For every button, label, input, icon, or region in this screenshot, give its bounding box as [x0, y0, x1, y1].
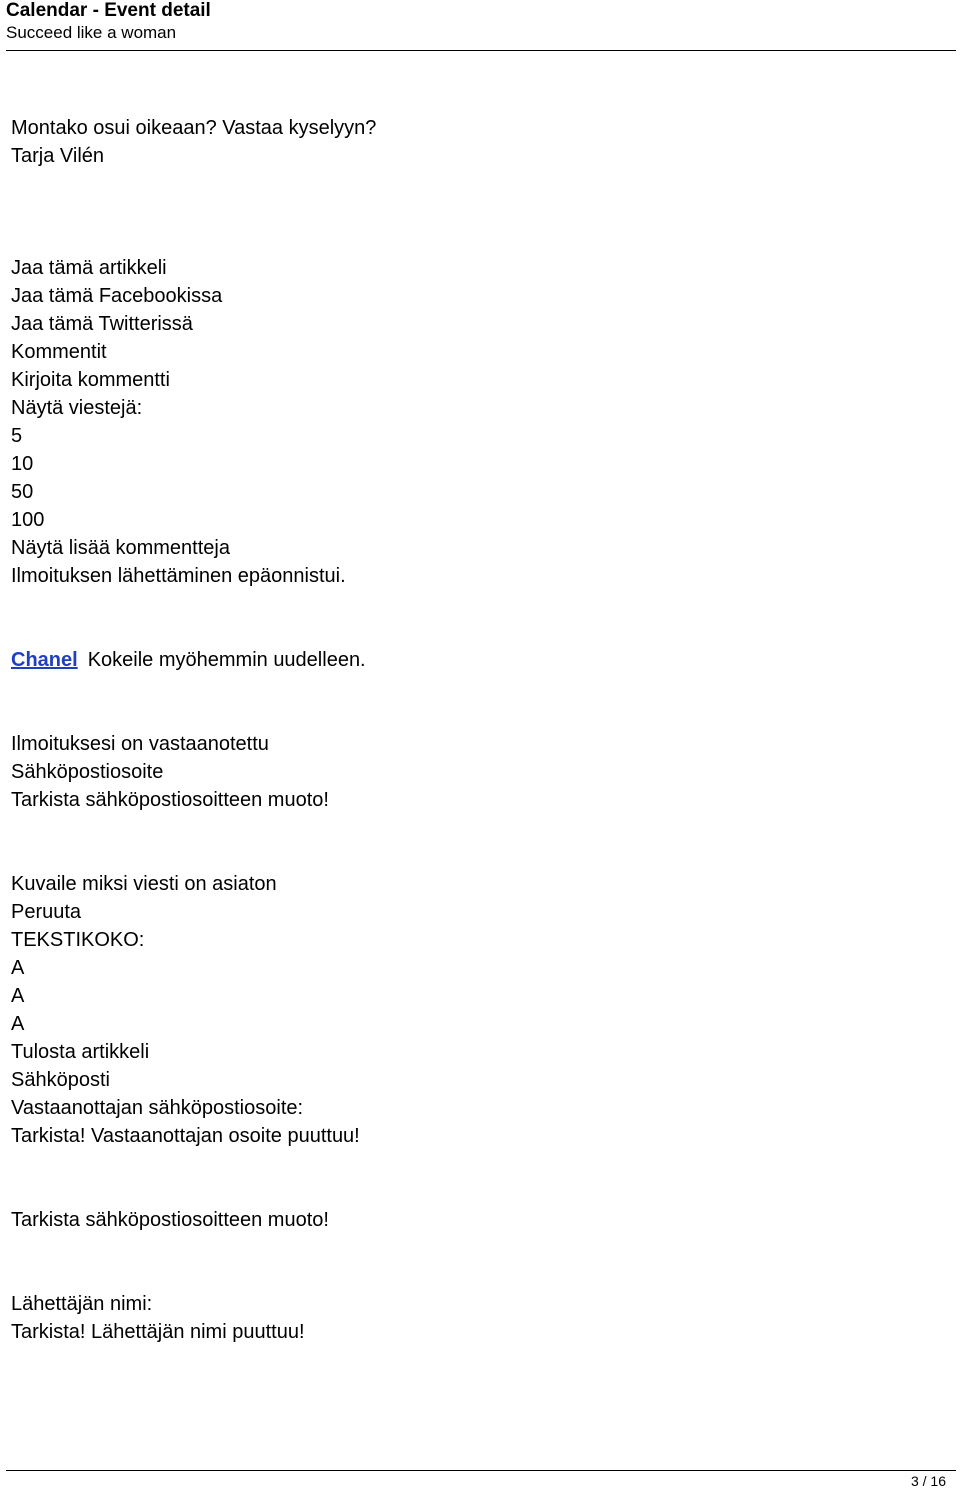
print-article-link[interactable]: Tulosta artikkeli [11, 1041, 150, 1063]
check-email-format-message: Tarkista sähköpostiosoitteen muoto! [11, 789, 329, 811]
sender-name-missing-message: Tarkista! Lähettäjän nimi puuttuu! [11, 1321, 305, 1343]
text-size-option[interactable]: A [11, 985, 25, 1007]
text-size-label: TEKSTIKOKO: [11, 929, 145, 951]
show-messages-option[interactable]: 50 [11, 481, 34, 503]
comments-heading: Kommentit [11, 341, 107, 363]
show-messages-option[interactable]: 5 [11, 425, 23, 447]
recipient-email-label: Vastaanottajan sähköpostiosoite: [11, 1097, 304, 1119]
chanel-link[interactable]: Chanel [11, 649, 78, 671]
cancel-button[interactable]: Peruuta [11, 901, 82, 923]
email-label: Sähköpostiosoite [11, 761, 164, 783]
write-comment-link[interactable]: Kirjoita kommentti [11, 369, 170, 391]
page-number: 3 / 16 [910, 1473, 946, 1489]
retry-later-message: Kokeile myöhemmin uudelleen. [87, 649, 366, 671]
show-messages-label: Näytä viestejä: [11, 397, 143, 419]
chanel-retry-row [11, 646, 366, 674]
text-size-option[interactable]: A [11, 1013, 25, 1035]
document-footer [6, 1470, 956, 1489]
show-messages-option[interactable]: 100 [11, 509, 45, 531]
show-messages-option[interactable]: 10 [11, 453, 34, 475]
check-email-format-message: Tarkista sähköpostiosoitteen muoto! [11, 1209, 329, 1231]
report-failed-message: Ilmoituksen lähettäminen epäonnistui. [11, 565, 346, 587]
document-header [6, 0, 956, 51]
share-twitter-link[interactable]: Jaa tämä Twitterissä [11, 313, 193, 335]
describe-inappropriate-label: Kuvaile miksi viesti on asiaton [11, 873, 277, 895]
show-more-comments-link[interactable]: Näytä lisää kommentteja [11, 537, 230, 559]
report-received-message: Ilmoituksesi on vastaanotettu [11, 733, 269, 755]
email-share-link[interactable]: Sähköposti [11, 1069, 110, 1091]
share-facebook-link[interactable]: Jaa tämä Facebookissa [11, 285, 223, 307]
quiz-prompt[interactable]: Montako osui oikeaan? Vastaa kyselyyn? [11, 117, 377, 139]
document-subtitle: Succeed like a woman [6, 23, 177, 42]
document-title: Calendar - Event detail [6, 0, 211, 21]
share-article-heading: Jaa tämä artikkeli [11, 257, 167, 279]
recipient-missing-message: Tarkista! Vastaanottajan osoite puuttuu! [11, 1125, 360, 1147]
text-size-option[interactable]: A [11, 957, 25, 979]
author-name: Tarja Vilén [11, 145, 105, 167]
sender-name-label: Lähettäjän nimi: [11, 1293, 153, 1315]
